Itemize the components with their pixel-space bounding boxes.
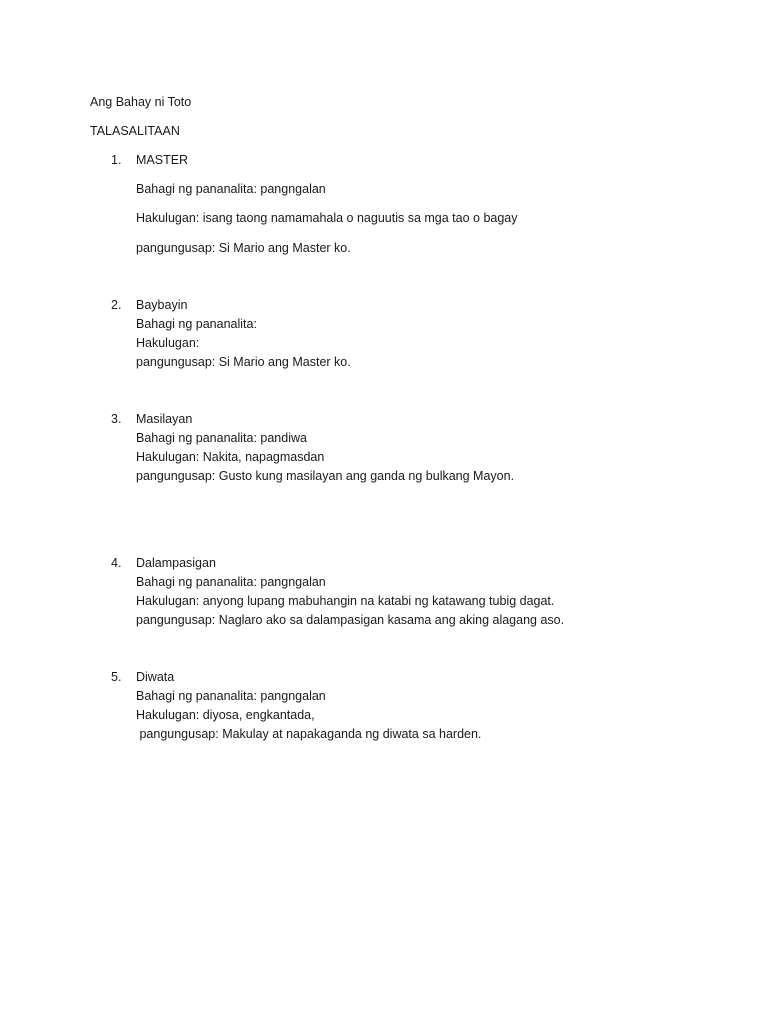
entry-definition: Hakulugan: isang taong namamahala o naguutis sa mga tao o bagay xyxy=(136,211,518,225)
entry-word: Diwata xyxy=(136,670,175,684)
entry-part-of-speech: Bahagi ng pananalita: pangngalan xyxy=(136,689,326,703)
entry-part-of-speech: Bahagi ng pananalita: pangngalan xyxy=(136,182,326,196)
entry-sentence: pangungusap: Naglaro ako sa dalampasigan kasama ang aking alagang aso. xyxy=(136,613,565,627)
entry-sentence: pangungusap: Makulay at napakaganda ng diwata sa harden. xyxy=(136,727,482,741)
entry-part-of-speech: Bahagi ng pananalita: pangngalan xyxy=(136,575,326,589)
entry-part-of-speech: Bahagi ng pananalita: xyxy=(136,317,257,331)
section-heading: TALASALITAAN xyxy=(90,124,180,138)
entry-sentence: pangungusap: Si Mario ang Master ko. xyxy=(136,355,351,369)
entry-definition: Hakulugan: anyong lupang mabuhangin na katabi ng katawang tubig dagat. xyxy=(136,594,555,608)
document-title: Ang Bahay ni Toto xyxy=(90,95,192,109)
entry-part-of-speech: Bahagi ng pananalita: pandiwa xyxy=(136,431,307,445)
entry-definition: Hakulugan: diyosa, engkantada, xyxy=(136,708,315,722)
entry-sentence: pangungusap: Gusto kung masilayan ang ganda ng bulkang Mayon. xyxy=(136,469,515,483)
entry-word: MASTER xyxy=(136,153,189,167)
entry-word: Dalampasigan xyxy=(136,556,216,570)
entry-definition: Hakulugan: xyxy=(136,336,200,350)
entry-number: 4. xyxy=(111,556,122,570)
entry-sentence: pangungusap: Si Mario ang Master ko. xyxy=(136,241,351,255)
entry-number: 1. xyxy=(111,153,122,167)
entry-definition: Hakulugan: Nakita, napagmasdan xyxy=(136,450,325,464)
entry-number: 2. xyxy=(111,298,122,312)
entry-word: Baybayin xyxy=(136,298,188,312)
entry-word: Masilayan xyxy=(136,412,193,426)
entry-number: 5. xyxy=(111,670,122,684)
entry-number: 3. xyxy=(111,412,122,426)
